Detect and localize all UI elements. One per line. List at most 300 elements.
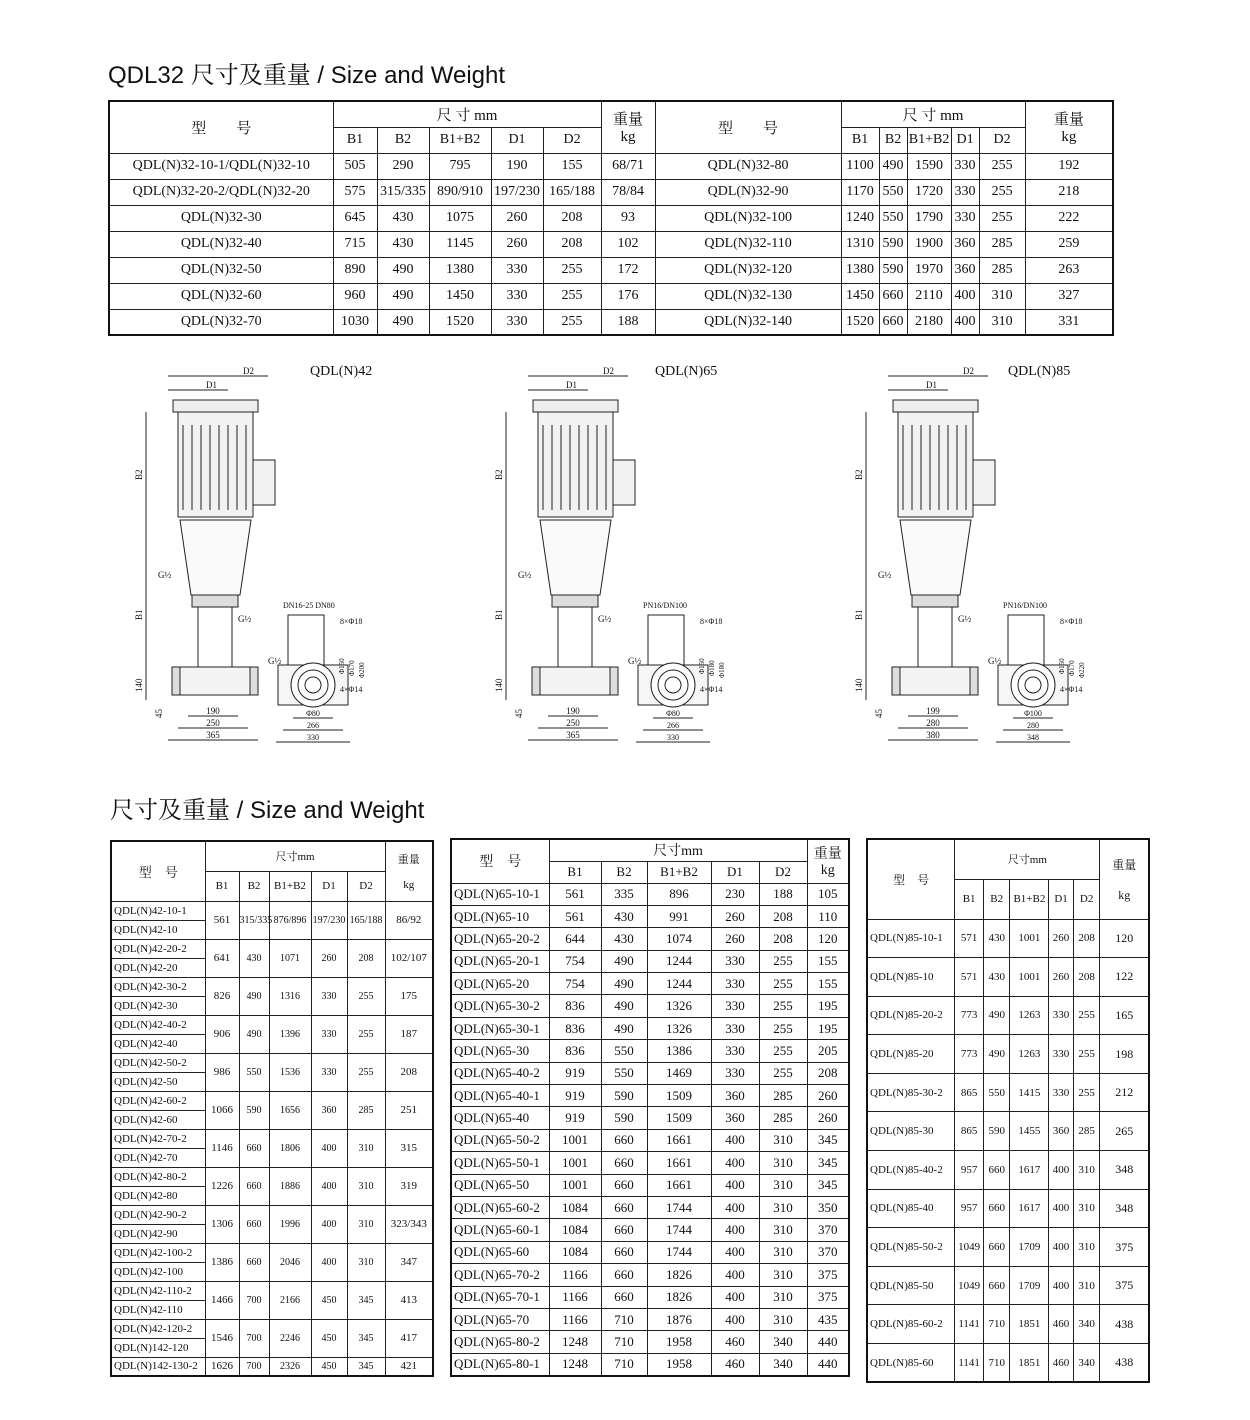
t85-col-d2: D2 <box>1073 879 1100 919</box>
cell: 561 <box>549 905 601 927</box>
t65-col-weight: 重量 kg <box>807 839 849 883</box>
cell: 360 <box>951 231 979 257</box>
model-cell: QDL(N)65-50 <box>451 1174 549 1196</box>
width-label: 280 <box>926 718 940 728</box>
cell: 310 <box>1073 1228 1100 1267</box>
cell: 260 <box>711 928 759 950</box>
height-45-label: 45 <box>514 709 524 718</box>
cell: 310 <box>347 1167 385 1205</box>
cell: 78/84 <box>601 179 655 205</box>
cell: 192 <box>1025 153 1113 179</box>
pump-drawing <box>478 366 738 770</box>
cell: 795 <box>429 153 491 179</box>
cell: 155 <box>807 950 849 972</box>
cell: 93 <box>601 205 655 231</box>
cell: 1166 <box>549 1308 601 1330</box>
cell: 550 <box>983 1073 1010 1112</box>
cell: 660 <box>983 1151 1010 1190</box>
cell: 550 <box>879 205 907 231</box>
cell: 2326 <box>269 1357 311 1376</box>
cell: 400 <box>711 1219 759 1241</box>
cell: QDL(N)32-40 <box>109 231 333 257</box>
cell: 430 <box>983 958 1010 997</box>
cell: 1084 <box>549 1219 601 1241</box>
table-row <box>867 996 1149 1035</box>
pump-outline <box>506 376 710 742</box>
cell: 490 <box>601 950 647 972</box>
cell: 360 <box>711 1085 759 1107</box>
cell: 1001 <box>549 1129 601 1151</box>
cell: 400 <box>711 1196 759 1218</box>
cell: QDL(N)32-110 <box>655 231 841 257</box>
cell: QDL(N)32-50 <box>109 257 333 283</box>
model-cell: QDL(N)65-40 <box>451 1107 549 1129</box>
cell: 110 <box>807 905 849 927</box>
model-cell: QDL(N)42-90 <box>111 1224 205 1243</box>
cell: 400 <box>1049 1228 1074 1267</box>
cell: 330 <box>951 153 979 179</box>
cell: 208 <box>1073 958 1100 997</box>
table-row <box>451 1174 849 1196</box>
cell: 315 <box>385 1129 433 1167</box>
model-cell: QDL(N)42-80-2 <box>111 1167 205 1186</box>
cell: 375 <box>807 1264 849 1286</box>
cell: 590 <box>601 1107 647 1129</box>
d2-label: D2 <box>963 366 974 376</box>
cell: 986 <box>205 1053 239 1091</box>
cell: 260 <box>491 205 543 231</box>
cell: 430 <box>601 928 647 950</box>
cell: 919 <box>549 1085 601 1107</box>
table-row <box>111 1091 433 1110</box>
cell: 1546 <box>205 1319 239 1357</box>
width-label: 365 <box>206 730 220 740</box>
table-row <box>451 973 849 995</box>
cell: 330 <box>1049 996 1074 1035</box>
cell: 330 <box>491 283 543 309</box>
cell: 590 <box>879 257 907 283</box>
cell: 345 <box>347 1357 385 1376</box>
table-row <box>451 1129 849 1151</box>
bracket <box>900 520 971 595</box>
cell: 1709 <box>1010 1228 1049 1267</box>
cell: 1380 <box>429 257 491 283</box>
model-cell: QDL(N)65-30-1 <box>451 1017 549 1039</box>
bolts-label: 8×Φ18 <box>340 617 363 626</box>
qdl85-table <box>866 838 1150 1383</box>
b2-label: B2 <box>494 469 504 480</box>
cell: 172 <box>601 257 655 283</box>
cell: 330 <box>951 205 979 231</box>
cell: 400 <box>711 1308 759 1330</box>
cell: 1661 <box>647 1152 711 1174</box>
cell: 330 <box>311 1053 347 1091</box>
model-cell: QDL(N)42-40-2 <box>111 1015 205 1034</box>
cell: 331 <box>1025 309 1113 335</box>
cell: 865 <box>955 1073 984 1112</box>
cell: 255 <box>979 179 1025 205</box>
pump-base <box>536 667 614 695</box>
cell: 1900 <box>907 231 951 257</box>
flange-bore <box>1025 677 1041 693</box>
cell: 490 <box>983 996 1010 1035</box>
cell: 165/188 <box>543 179 601 205</box>
width-label: 380 <box>926 730 940 740</box>
cell: 310 <box>759 1264 807 1286</box>
cell: 400 <box>711 1286 759 1308</box>
cell: 330 <box>491 309 543 335</box>
cell: 826 <box>205 977 239 1015</box>
cell: 176 <box>601 283 655 309</box>
cell: 122 <box>1100 958 1149 997</box>
table-row <box>451 1062 849 1084</box>
cell: 890 <box>333 257 377 283</box>
model-cell: QDL(N)65-40-2 <box>451 1062 549 1084</box>
cell: 490 <box>601 973 647 995</box>
d1-label: D1 <box>206 380 217 390</box>
model-cell: QDL(N)65-80-1 <box>451 1353 549 1375</box>
cell: 890/910 <box>429 179 491 205</box>
cell: 255 <box>759 1062 807 1084</box>
cell: 251 <box>385 1091 433 1129</box>
cell: 1520 <box>429 309 491 335</box>
cell: 1656 <box>269 1091 311 1129</box>
width-label: 250 <box>206 718 220 728</box>
terminal-box <box>253 460 275 505</box>
plan-dim-label: 330 <box>307 733 319 742</box>
cell: QDL(N)32-130 <box>655 283 841 309</box>
cell: 400 <box>1049 1266 1074 1305</box>
table-row <box>111 1129 433 1148</box>
cell: 430 <box>983 919 1010 958</box>
height-140-label: 140 <box>854 678 864 692</box>
model-cell: QDL(N)85-10 <box>867 958 955 997</box>
cell: 345 <box>807 1174 849 1196</box>
base-holes-label: 4×Φ14 <box>1060 685 1083 694</box>
cell: 255 <box>759 973 807 995</box>
model-cell: QDL(N)65-70-1 <box>451 1286 549 1308</box>
table-row <box>109 205 1113 231</box>
model-cell: QDL(N)142-120 <box>111 1338 205 1357</box>
plan-column <box>288 615 324 665</box>
cell: 255 <box>1073 1073 1100 1112</box>
cell: 1886 <box>269 1167 311 1205</box>
motor-body <box>178 412 253 517</box>
model-cell: QDL(N)42-20-2 <box>111 939 205 958</box>
cell: 1084 <box>549 1241 601 1263</box>
cell: 400 <box>951 309 979 335</box>
cell: 1720 <box>907 179 951 205</box>
cell: 370 <box>807 1219 849 1241</box>
d2-label: D2 <box>603 366 614 376</box>
cell: 330 <box>711 1040 759 1062</box>
cell: QDL(N)32-100 <box>655 205 841 231</box>
cell: 120 <box>1100 919 1149 958</box>
cell: 222 <box>1025 205 1113 231</box>
t85-col-b1: B1 <box>955 879 984 919</box>
diagram-title: QDL(N)85 <box>1008 364 1071 379</box>
cell: 188 <box>601 309 655 335</box>
cell: 255 <box>347 1053 385 1091</box>
cell: QDL(N)32-10-1/QDL(N)32-10 <box>109 153 333 179</box>
cell: 1396 <box>269 1015 311 1053</box>
plan-dim-label: 266 <box>667 721 679 730</box>
cell: 876/896 <box>269 901 311 939</box>
table-row <box>111 1319 433 1338</box>
t42-col-b1: B1 <box>205 871 239 901</box>
width-label: 190 <box>206 706 220 716</box>
cell: 1306 <box>205 1205 239 1243</box>
model-cell: QDL(N)42-110-2 <box>111 1281 205 1300</box>
cell: 430 <box>239 939 269 977</box>
model-cell: QDL(N)65-70 <box>451 1308 549 1330</box>
table-row <box>451 1308 849 1330</box>
cell: 1709 <box>1010 1266 1049 1305</box>
d1-label: D1 <box>566 380 577 390</box>
col-size-right: 尺 寸 mm <box>841 101 1025 127</box>
cell: 460 <box>711 1331 759 1353</box>
cell: 260 <box>491 231 543 257</box>
cell: 218 <box>1025 179 1113 205</box>
cell: 255 <box>759 950 807 972</box>
pump-head <box>552 595 598 607</box>
model-cell: QDL(N)42-10 <box>111 920 205 939</box>
table-row <box>109 153 1113 179</box>
cell: 440 <box>807 1331 849 1353</box>
cell: 438 <box>1100 1305 1149 1344</box>
table-row <box>451 883 849 905</box>
cell: 208 <box>385 1053 433 1091</box>
cell: 400 <box>1049 1151 1074 1190</box>
col-size: 尺 寸 mm <box>333 101 601 127</box>
motor-cap <box>893 400 978 412</box>
flange-right <box>250 667 258 695</box>
cell: 340 <box>759 1331 807 1353</box>
bolts-label: 8×Φ18 <box>700 617 723 626</box>
cell: 1386 <box>647 1040 711 1062</box>
cell: 1386 <box>205 1243 239 1281</box>
model-cell: QDL(N)65-40-1 <box>451 1085 549 1107</box>
table-row <box>109 231 1113 257</box>
cell: 590 <box>879 231 907 257</box>
pump-barrel <box>198 607 232 667</box>
col-b1b2-right: B1+B2 <box>907 127 951 153</box>
model-cell: QDL(N)85-20-2 <box>867 996 955 1035</box>
cell: 641 <box>205 939 239 977</box>
cell: 310 <box>979 309 1025 335</box>
cell: 1310 <box>841 231 879 257</box>
cell: 285 <box>759 1085 807 1107</box>
plan-dim-label: Φ80 <box>306 709 320 718</box>
model-cell: QDL(N)42-80 <box>111 1186 205 1205</box>
table-row <box>111 1243 433 1262</box>
g-label: G½ <box>628 656 642 666</box>
cell: 198 <box>1100 1035 1149 1074</box>
table-row <box>451 1085 849 1107</box>
cell: 919 <box>549 1107 601 1129</box>
cell: 1744 <box>647 1241 711 1263</box>
cell: 430 <box>601 905 647 927</box>
model-cell: QDL(N)85-40 <box>867 1189 955 1228</box>
cell: 260 <box>311 939 347 977</box>
cell: 195 <box>807 995 849 1017</box>
col-b2: B2 <box>377 127 429 153</box>
table-row <box>451 1196 849 1218</box>
t42-col-weight: 重量 kg <box>385 841 433 901</box>
table-row <box>111 1015 433 1034</box>
cell: 340 <box>759 1353 807 1375</box>
cell: 319 <box>385 1167 433 1205</box>
plan-dim-label: 266 <box>307 721 319 730</box>
g-label: G½ <box>878 570 892 580</box>
cell: 660 <box>601 1264 647 1286</box>
table-row <box>451 1353 849 1375</box>
cell: 310 <box>979 283 1025 309</box>
cell: 590 <box>983 1112 1010 1151</box>
col-d2-right: D2 <box>979 127 1025 153</box>
t42-col-d2: D2 <box>347 871 385 901</box>
model-cell: QDL(N)65-80-2 <box>451 1331 549 1353</box>
cell: 1084 <box>549 1196 601 1218</box>
cell: 1141 <box>955 1344 984 1383</box>
table-row <box>111 977 433 996</box>
cell: 2110 <box>907 283 951 309</box>
height-45-label: 45 <box>874 709 884 718</box>
g-label: G½ <box>598 614 612 624</box>
cell: 1001 <box>1010 958 1049 997</box>
cell: 417 <box>385 1319 433 1357</box>
model-cell: QDL(N)42-100-2 <box>111 1243 205 1262</box>
cell: 310 <box>347 1205 385 1243</box>
table-row <box>867 1073 1149 1112</box>
cell: 330 <box>711 973 759 995</box>
cell: 330 <box>1049 1035 1074 1074</box>
model-cell: QDL(N)65-60-2 <box>451 1196 549 1218</box>
model-cell: QDL(N)42-60-2 <box>111 1091 205 1110</box>
cell: 350 <box>807 1196 849 1218</box>
model-cell: QDL(N)65-30-2 <box>451 995 549 1017</box>
col-b2-right: B2 <box>879 127 907 153</box>
cell: 102/107 <box>385 939 433 977</box>
cell: 2246 <box>269 1319 311 1357</box>
cell: 1001 <box>549 1152 601 1174</box>
cell: 1244 <box>647 973 711 995</box>
cell: 1450 <box>429 283 491 309</box>
cell: 561 <box>205 901 239 939</box>
cell: 1744 <box>647 1196 711 1218</box>
cell: 710 <box>601 1331 647 1353</box>
model-cell: QDL(N)42-10-1 <box>111 901 205 920</box>
flange-left <box>532 667 540 695</box>
cell: 330 <box>951 179 979 205</box>
pump-outline <box>866 376 1070 742</box>
model-cell: QDL(N)85-50-2 <box>867 1228 955 1267</box>
cell: 1001 <box>549 1174 601 1196</box>
cell: 1450 <box>841 283 879 309</box>
cell: 430 <box>377 205 429 231</box>
cell: 1520 <box>841 309 879 335</box>
table-row <box>451 1331 849 1353</box>
cell: 1146 <box>205 1129 239 1167</box>
cell: 773 <box>955 1035 984 1074</box>
cell: 700 <box>239 1319 269 1357</box>
cell: 310 <box>759 1152 807 1174</box>
base-holes-label: 4×Φ14 <box>340 685 363 694</box>
cell: 315/335 <box>239 901 269 939</box>
cell: 260 <box>807 1107 849 1129</box>
table-row <box>451 928 849 950</box>
cell: 330 <box>711 995 759 1017</box>
cell: 1074 <box>647 928 711 950</box>
t42-col-d1: D1 <box>311 871 347 901</box>
motor-body <box>538 412 613 517</box>
pump-base <box>896 667 974 695</box>
cell: 375 <box>1100 1266 1149 1305</box>
cell: 1166 <box>549 1264 601 1286</box>
cell: QDL(N)32-90 <box>655 179 841 205</box>
table-row <box>451 1040 849 1062</box>
circle-dim-label: Φ150 <box>698 658 706 674</box>
cell: 375 <box>1100 1228 1149 1267</box>
pump-barrel <box>918 607 952 667</box>
cell: 330 <box>711 1017 759 1039</box>
cell: 1263 <box>1010 1035 1049 1074</box>
cell: 1141 <box>955 1305 984 1344</box>
plan-dim-label: 348 <box>1027 733 1039 742</box>
pump-head <box>192 595 238 607</box>
cell: 68/71 <box>601 153 655 179</box>
model-cell: QDL(N)42-30-2 <box>111 977 205 996</box>
cell: 255 <box>759 995 807 1017</box>
cell: 1826 <box>647 1286 711 1308</box>
table-row <box>867 1112 1149 1151</box>
g-label: G½ <box>958 614 972 624</box>
cell: 260 <box>711 905 759 927</box>
cell: 330 <box>711 950 759 972</box>
table-row <box>109 283 1113 309</box>
cell: 550 <box>879 179 907 205</box>
cell: 1240 <box>841 205 879 231</box>
model-cell: QDL(N)85-30 <box>867 1112 955 1151</box>
cell: 660 <box>601 1129 647 1151</box>
col-b1: B1 <box>333 127 377 153</box>
cell: 105 <box>807 883 849 905</box>
cell: 310 <box>347 1243 385 1281</box>
cell: 430 <box>377 231 429 257</box>
model-cell: QDL(N)42-70 <box>111 1148 205 1167</box>
cell: 260 <box>1049 958 1074 997</box>
g-label: G½ <box>518 570 532 580</box>
table-row <box>867 1151 1149 1190</box>
cell: 1326 <box>647 995 711 1017</box>
t65-col-size: 尺寸mm <box>549 839 807 861</box>
cell: 1455 <box>1010 1112 1049 1151</box>
cell: QDL(N)32-140 <box>655 309 841 335</box>
plan-dim-label: 330 <box>667 733 679 742</box>
cell: 2166 <box>269 1281 311 1319</box>
cell: 919 <box>549 1062 601 1084</box>
cell: 400 <box>311 1243 347 1281</box>
cell: 561 <box>549 883 601 905</box>
cell: 590 <box>601 1085 647 1107</box>
cell: 490 <box>879 153 907 179</box>
model-cell: QDL(N)65-20-2 <box>451 928 549 950</box>
cell: 340 <box>1073 1344 1100 1383</box>
table-row <box>451 1107 849 1129</box>
cell: 1226 <box>205 1167 239 1205</box>
model-cell: QDL(N)65-50-2 <box>451 1129 549 1151</box>
cell: 188 <box>759 883 807 905</box>
